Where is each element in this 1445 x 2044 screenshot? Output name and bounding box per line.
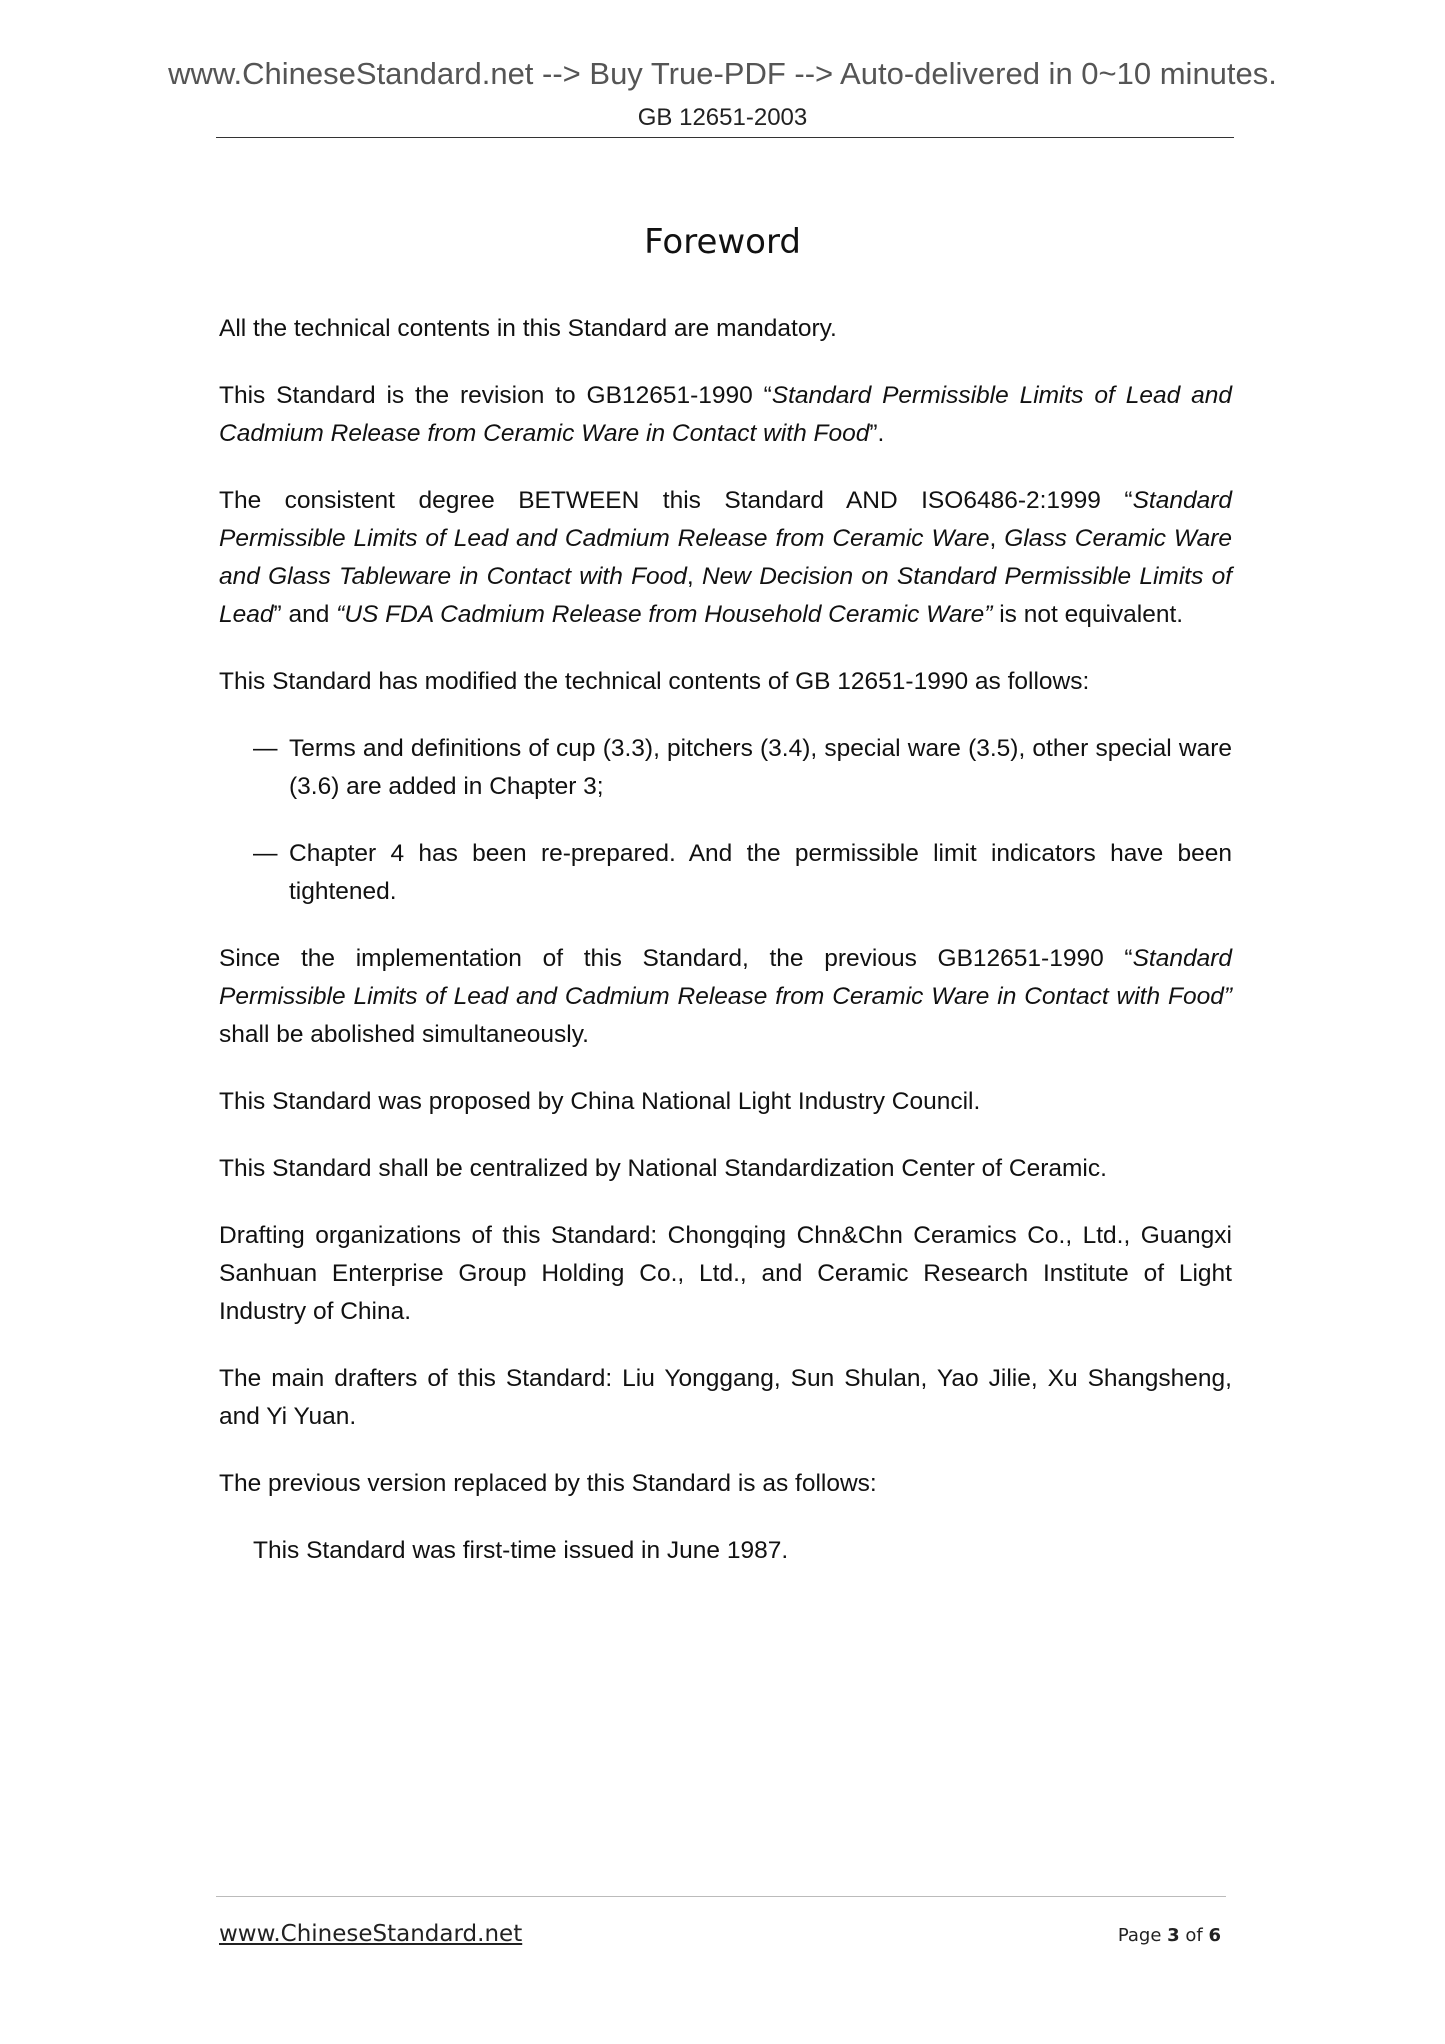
list-item (253, 730, 1232, 806)
paragraph-drafting-organizations: Drafting organizations of this Standard: Chongqing Chn&Chn Ceramics Co., Ltd., Guangxi Sanhuan Enterprise Group Holding Co., Ltd., and Ceramic Research Institute of Light Industry of China. (219, 1222, 1232, 1325)
site-banner[interactable]: www.ChineseStandard.net --> Buy True-PDF --> Auto-delivered in 0~10 minutes. (168, 56, 1277, 91)
paragraph-drafters: The main drafters of this Standard: Liu Yonggang, Sun Shulan, Yao Jilie, Xu Shangsheng, and Yi Yuan. (219, 1365, 1232, 1430)
footer-divider (216, 1896, 1226, 1897)
foreword-body (219, 310, 1232, 1599)
page-title: Foreword (644, 222, 801, 262)
paragraph-centralized: This Standard shall be centralized by National Standardization Center of Ceramic. (219, 1155, 1107, 1182)
paragraph-consistency: The consistent degree BETWEEN this Standard AND ISO6486-2:1999 “Standard Permissible Limits of Lead and Cadmium Release from Ceramic Ware, Glass Ceramic Ware and Glass Tableware in Contact with Food, New Decision on Standard Permissible Limits of Lead” and “US FDA Cadmium Release from Household Ceramic Ware” is not equivalent. (219, 487, 1233, 628)
paragraph-first-issued: This Standard was first-time issued in June 1987. (253, 1537, 789, 1564)
paragraph-modifications: This Standard has modified the technical contents of GB 12651-1990 as follows: (219, 668, 1090, 695)
paragraph-previous-version: The previous version replaced by this Standard is as follows: (219, 1470, 877, 1497)
page-number: Page 3 of 6 (1117, 1925, 1221, 1946)
footer-site-link[interactable]: www.ChineseStandard.net (219, 1921, 523, 1947)
list-item-text: Terms and definitions of cup (3.3), pitchers (3.4), special ware (3.5), other special ware (3.6) are added in Chapter 3; (289, 735, 1232, 800)
paragraph-abolished: Since the implementation of this Standard, the previous GB12651-1990 “Standard Permissible Limits of Lead and Cadmium Release from Ceramic Ware in Contact with Food” shall be abolished simultaneously. (219, 945, 1232, 1048)
em-dash-bullet: — (253, 840, 278, 867)
paragraph-revision: This Standard is the revision to GB12651-1990 “Standard Permissible Limits of Lead and Cadmium Release from Ceramic Ware in Contact with Food”. (219, 382, 1232, 447)
standard-title-italic: Standard Permissible Limits of Lead and Cadmium Release from Ceramic Ware in Contact with Food (219, 382, 1232, 447)
list-item (253, 835, 1232, 911)
list-item-text: Chapter 4 has been re-prepared. And the permissible limit indicators have been tightened. (289, 840, 1232, 905)
em-dash-bullet: — (253, 735, 278, 762)
document-id: GB 12651-2003 (637, 104, 808, 131)
header-divider (216, 137, 1234, 138)
paragraph-mandatory: All the technical contents in this Standard are mandatory. (219, 315, 837, 342)
paragraph-proposed: This Standard was proposed by China National Light Industry Council. (219, 1088, 981, 1115)
